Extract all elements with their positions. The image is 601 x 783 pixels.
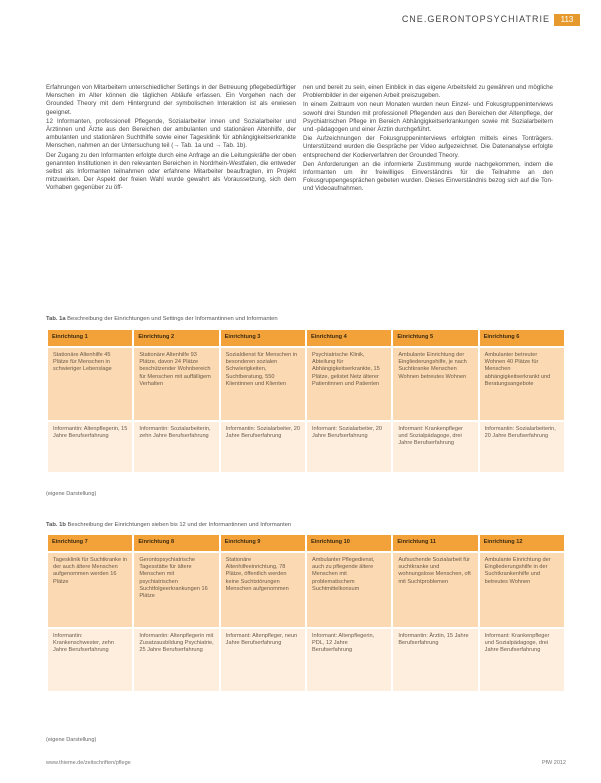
right-text-column [303,84,553,195]
table-row [48,553,564,627]
table-row [48,422,564,472]
table-header-cell: Einrichtung 8 [134,535,218,551]
table-cell: Informantin: Sozialarbeiterin, 20 Jahre Berufserfahrung [480,422,564,472]
table-header-cell: Einrichtung 5 [393,330,477,346]
paragraph: Den Anforderungen an die informierte Zustimmung wurde nachgekommen, indem die Informanten um ihr freiwilliges Einverständnis für die Teilnahme an den Fokusgruppengesprächen gebeten wurden. Dieses Einverständnis bezog sich auf die Ton- und Videoaufnahmen. [303,160,553,193]
footer-page: PfW 2012 [541,760,566,766]
table-cell: Stationäre Altenhilfeeinrichtung, 78 Plätze, öffentlich werden keine Suchtstörungen Menschen aufgenommen [221,553,305,627]
table-cell: Informant: Altenpflegerin, PDL, 12 Jahre Berufserfahrung [307,629,391,691]
table-1a [46,328,566,474]
running-header [401,14,580,28]
table-cell: Informantin: Sozialarbeiter, 20 Jahre Berufserfahrung [221,422,305,472]
table-header-row [48,330,564,346]
table-header-cell: Einrichtung 2 [134,330,218,346]
table-row [48,348,564,420]
table-label: Tab. 1a [46,316,66,322]
table-header-cell: Einrichtung 10 [307,535,391,551]
table-header-cell: Einrichtung 11 [393,535,477,551]
table-caption-text: Beschreibung der Einrichtungen sieben bis 12 und der Informantinnen und Informanten [67,522,292,528]
table-header-cell: Einrichtung 1 [48,330,132,346]
page-footer [46,760,566,770]
table-source-note: (eigene Darstellung) [46,491,97,497]
table-caption-text: Beschreibung der Einrichtungen und Settings der Informantinnen und Informanten [67,316,278,322]
table-1b-caption [46,522,566,528]
table-cell: Stationäre Altenhilfe 45 Plätze für Menschen in schwieriger Lebenslage [48,348,132,420]
left-text-column [46,84,296,194]
table-header-cell: Einrichtung 6 [480,330,564,346]
paragraph: 12 Informanten, professionell Pflegende, Sozialarbeiter innen und Sozialarbeiter und Ärztinnen und Ärzte aus den Bereichen der ambulanten und stationären Altenhilfe, der ambulanten und stationären Suchthilfe sowie einer Tagesklinik für abhängigkeitserkrankte Menschen, nahmen an der Untersuchung teil (→ Tab. 1a und → Tab. 1b). [46,117,296,150]
table-1a-caption [46,316,566,322]
table-header-cell: Einrichtung 7 [48,535,132,551]
table-cell: Informantin: Sozialarbeiterin, zehn Jahre Berufserfahrung [134,422,218,472]
paragraph: nen und bereit zu sein, einen Einblick in das eigene Arbeitsfeld zu gewähren und mögliche Problembilder in der eigenen Arbeit preiszugeben. [303,84,553,100]
table-cell: Informant: Krankenpfleger und Sozialpädagoge, drei Jahre Berufserfahrung [480,629,564,691]
table-cell: Aufsuchende Sozialarbeit für suchtkranke und wohnungslose Menschen, oft mit Suchtproblemen [393,553,477,627]
table-cell: Informant: Altenpfleger, neun Jahre Berufserfahrung [221,629,305,691]
table-header-cell: Einrichtung 12 [480,535,564,551]
table-cell: Informantin: Ärztin, 15 Jahre Berufserfahrung [393,629,477,691]
table-1b [46,533,566,693]
table-cell: Ambulanter betreuter Wohnen 40 Plätze für Menschen abhängigkeitserkrankt und Beratungsangebote [480,348,564,420]
table-cell: Informant: Sozialarbeiter, 20 Jahre Berufserfahrung [307,422,391,472]
table-header-cell: Einrichtung 3 [221,330,305,346]
table-cell: Stationäre Altenhilfe 93 Plätze, davon 24 Plätze beschützender Wohnbereich für Menschen mit auffälligem Verhalten [134,348,218,420]
table-source-note: (eigene Darstellung) [46,737,97,743]
footer-url: www.thieme.de/zeitschriften/pflege [46,760,131,766]
table-cell: Informantin: Altenpflegerin mit Zusatzausbildung Psychiatrie, 25 Jahre Berufserfahrung [134,629,218,691]
table-cell: Tagesklinik für Suchtkranke in der auch ältere Menschen aufgenommen werden 16 Plätze [48,553,132,627]
table-cell: Informantin: Krankenschwester, zehn Jahre Berufserfahrung [48,629,132,691]
section-title: CNE.GERONTOPSYCHIATRIE [401,14,550,24]
table-cell: Informantin: Altenpflegerin, 15 Jahre Berufserfahrung [48,422,132,472]
table-cell: Ambulante Einrichtung der Eingliederungshilfe in der Suchtkrankenhilfe und betreutes Wohnen [480,553,564,627]
paragraph: In einem Zeitraum von neun Monaten wurden neun Einzel- und Fokusgruppeninterviews sowohl drei Stunden mit professionell Pflegenden aus den Bereichen der Altenpflege, der Psychiatrischen Pflege im Bereich Abhängigkeitserkrankungen sowie mit Sozialarbeitern und -pädagogen und einer Ärztin durchgeführt. [303,101,553,134]
table-cell: Gerontopsychiatrische Tagesstätte für ältere Menschen mit psychiatrischen Suchtfolgeerkrankungen 16 Plätze [134,553,218,627]
table-header-row [48,535,564,551]
table-cell: Ambulante Einrichtung der Eingliederungshilfe, je nach Suchtkranke Menschen Wohnen betreutes Wohnen [393,348,477,420]
paragraph: Der Zugang zu den Informanten erfolgte durch eine Anfrage an die Leitungskräfte der oben genannten Institutionen in den relevanten Bereichen in Nordrhein-Westfalen, die entweder selbst als Informanten teilnahmen oder erfahrene Mitarbeiter beauftragten, im Projekt mitzuwirken. Der Aspekt der freien Wahl wurde gewahrt als Voraussetzung, sich dem Vorhaben gegenüber zu öff- [46,151,296,192]
table-label: Tab. 1b [46,522,66,528]
table-cell: Ambulanter Pflegedienst, auch zu pflegende ältere Menschen mit problematischem Suchtmittelkonsum [307,553,391,627]
table-cell: Sozialdienst für Menschen in besonderen sozialen Schwierigkeiten, Suchtberatung, 550 Klientinnen und Klienten [221,348,305,420]
paragraph: Erfahrungen von Mitarbeitern unterschiedlicher Settings in der Betreuung pflegebedürftiger Menschen im Alter können die täglichen Abläufe erfassen. Ein Vorgehen nach der Grounded Theory mit dem Hintergrund der symbolischen Interaktion ist als erwiesen geeignet. [46,84,296,116]
table-cell: Informant: Krankenpfleger und Sozialpädagoge, drei Jahre Berufserfahrung [393,422,477,472]
table-row [48,629,564,691]
table-header-cell: Einrichtung 4 [307,330,391,346]
table-header-cell: Einrichtung 9 [221,535,305,551]
table-cell: Psychiatrische Klinik, Abteilung für Abhängigkeitserkrankte, 15 Plätze, gelistet Netz älterer Patientinnen und Patienten [307,348,391,420]
page-number-badge: 113 [554,14,580,26]
paragraph: Die Aufzeichnungen der Fokusgruppeninterviews erfolgten mittels eines Tonträgers. Unterstützend wurden die Gespräche per Video aufgezeichnet. Die Datenanalyse erfolgte entsprechend der Kodierverfahren der Grounded Theory. [303,135,553,159]
